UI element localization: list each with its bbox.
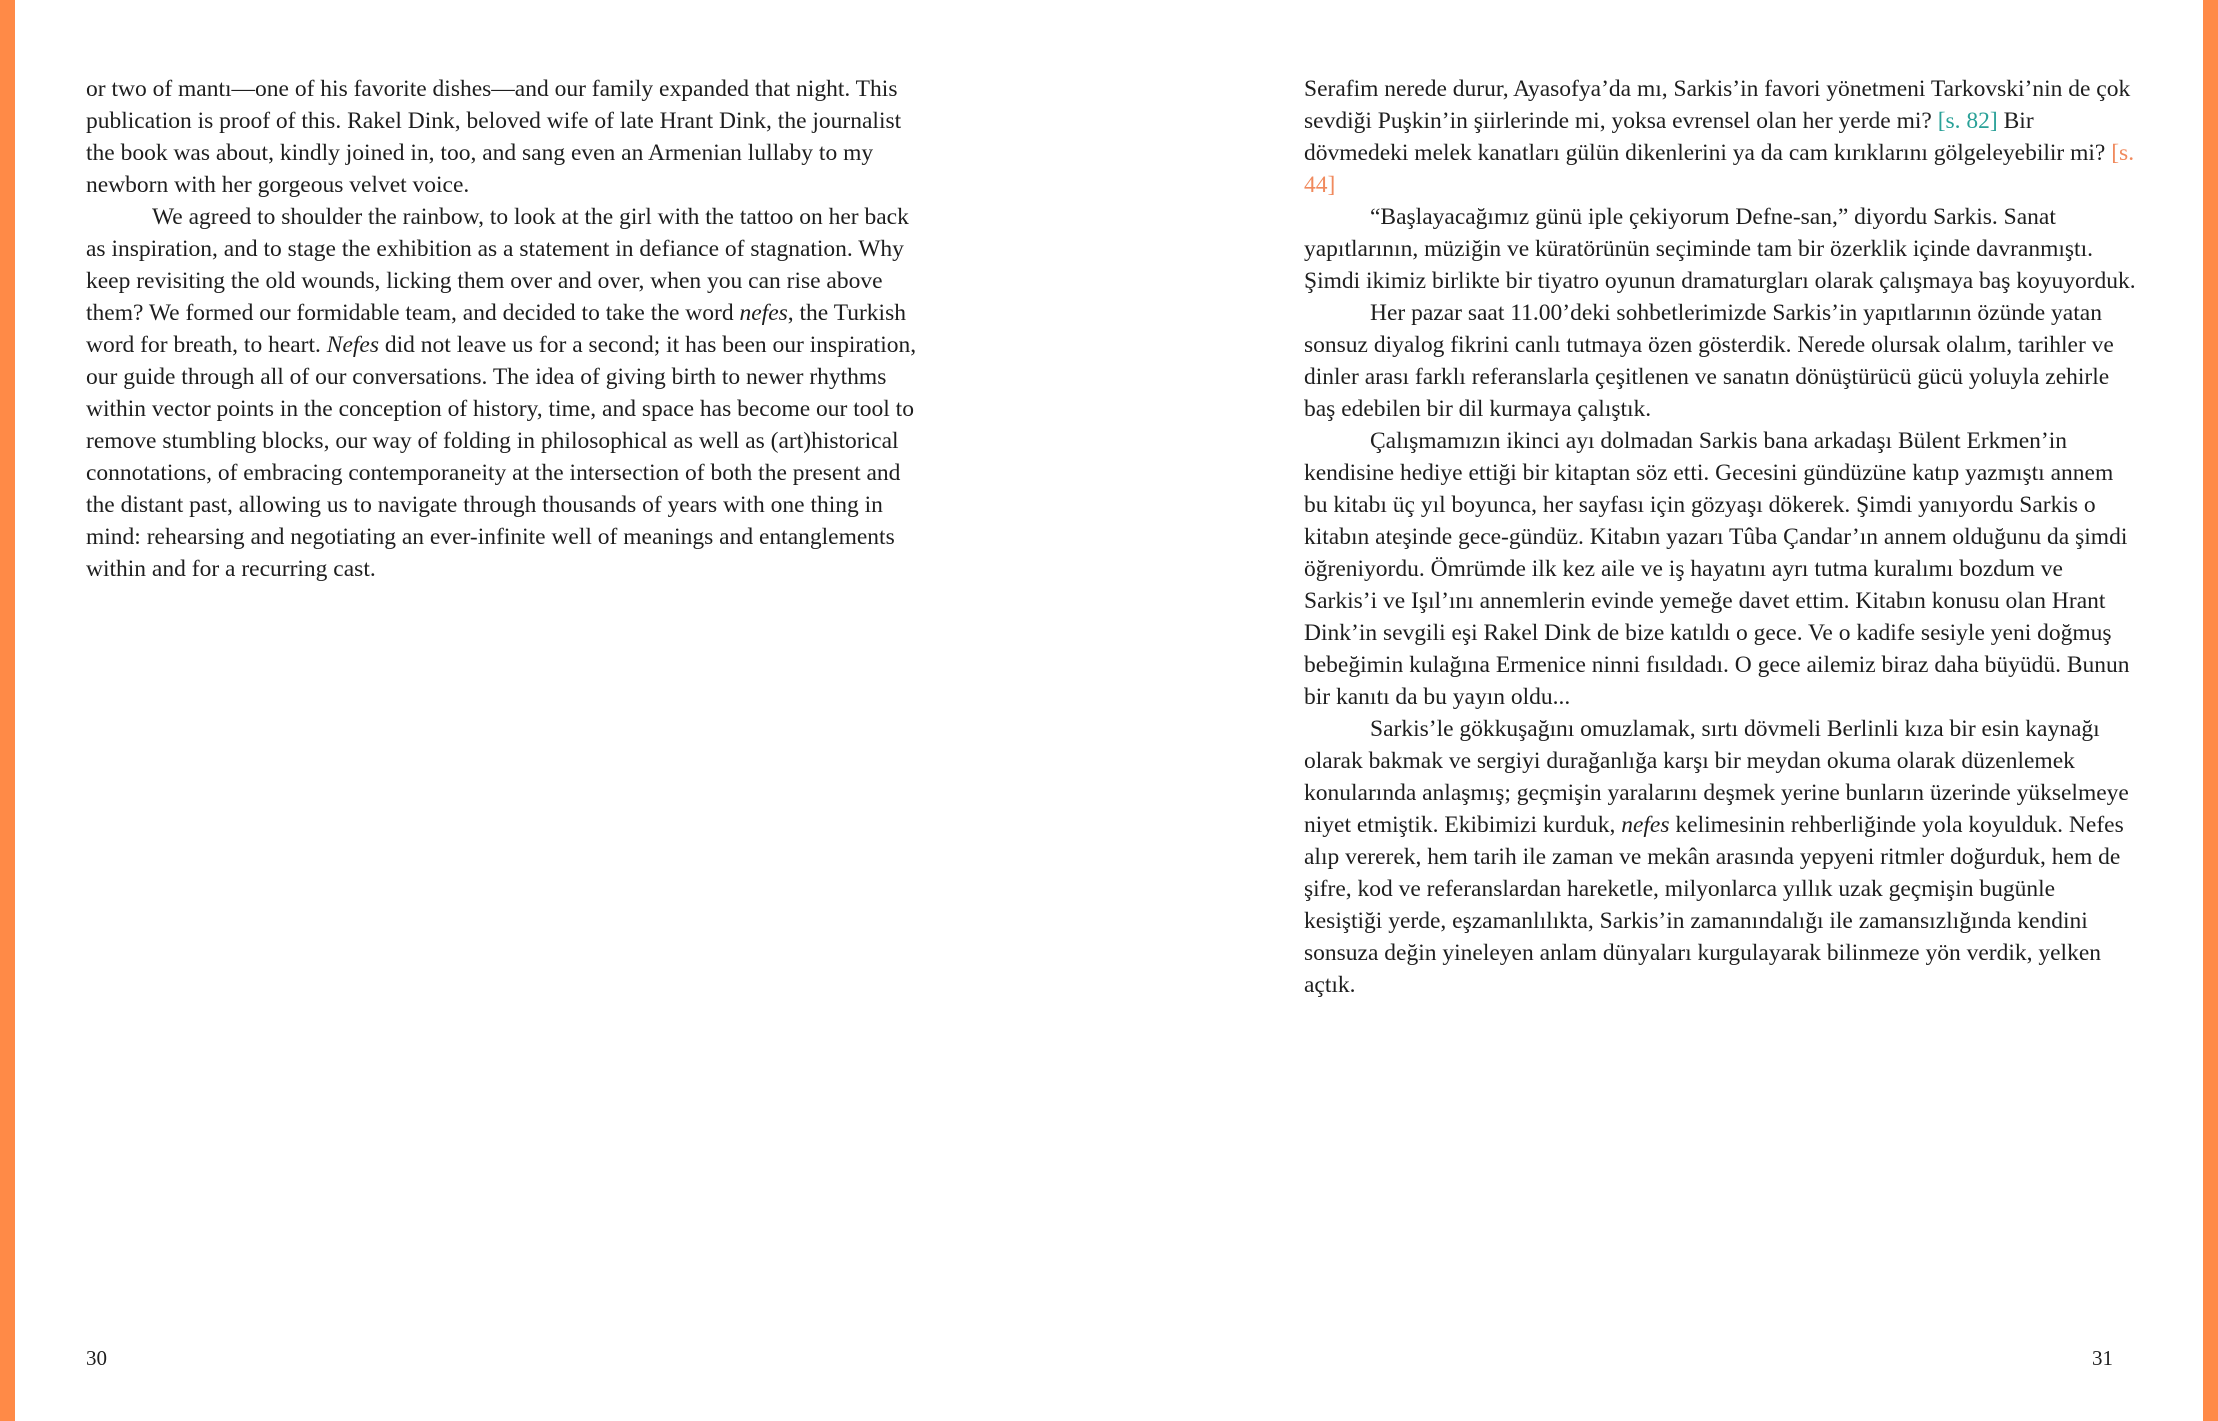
italic-term: Nefes	[326, 332, 380, 358]
paragraph: Serafim nerede durur, Ayasofya’da mı, Sarkis’in favori yönetmeni Tarkovski’nin de çok sevdiği Puşkin’in şiirlerinde mi, yoksa evrensel olan her yerde mi? [s. 82] Bir dövmedeki melek kanatları gülün dikenlerini ya da cam kırıklarını gölgeleyebilir mi? [s. 44]	[1304, 76, 2135, 198]
paragraph: “Başlayacağımız günü iple çekiyorum Defne-san,” diyordu Sarkis. Sanat yapıtlarının, müziğin ve küratörünün seçiminde tam bir özerklik içinde davranmıştı. Şimdi ikimiz birlikte bir tiyatro oyunun dramaturgları olarak çalışmaya baş koyuyorduk.	[1304, 204, 2136, 294]
right-page	[1109, 0, 2203, 1421]
italic-term: nefes	[1621, 812, 1670, 838]
turkish-text-column	[1304, 73, 2139, 1001]
page-reference-link[interactable]: [s. 44]	[1304, 140, 2135, 198]
page-number-left: 30	[86, 1346, 107, 1370]
paragraph: Çalışmamızın ikinci ayı dolmadan Sarkis bana arkadaşı Bülent Erkmen’in kendisine hediye ettiği bir kitaptan söz etti. Gecesini gündüzüne katıp yazmıştı annem bu kitabı üç yıl boyunca, her sayfası için gözyaşı dökerek. Şimdi yanıyordu Sarkis o kitabın ateşinde gece-gündüz. Kitabın yazarı Tûba Çandar’ın annem olduğunu da şimdi öğreniyordu. Ömrümde ilk kez aile ve iş hayatını ayrı tutma kuralımı bozdum ve Sarkis’i ve Işıl’ını annemlerin evinde yemeğe davet ettim. Kitabın konusu olan Hrant Dink’in sevgili eşi Rakel Dink de bize katıldı o gece. Ve o kadife sesiyle yeni doğmuş bebeğimin kulağına Ermenice ninni fısıldadı. O gece ailemiz biraz daha büyüdü. Bunun bir kanıtı da bu yayın oldu...	[1304, 428, 2130, 710]
left-page	[15, 0, 1109, 1421]
italic-term: nefes	[739, 300, 788, 326]
paragraph: Sarkis’le gökkuşağını omuzlamak, sırtı dövmeli Berlinli kıza bir esin kaynağı olarak bakmak ve sergiyi durağanlığa karşı bir meydan okuma olarak düzenlemek konularında anlaşmış; geçmişin yaralarını deşmek yerine bunların üzerinde yükselmeye niyet etmiştik. Ekibimizi kurduk, nefes kelimesinin rehberliğinde yola koyulduk. Nefes alıp vererek, hem tarih ile zaman ve mekân arasında yepyeni ritmler doğurduk, hem de şifre, kod ve referanslardan hareketle, milyonlarca yıllık uzak geçmişin bugünle kesiştiği yerde, eşzamanlılıkta, Sarkis’in zamanındalığı ile zamansızlığında kendini sonsuza değin yineleyen anlam dünyaları kurgulayarak bilinmeze yön verdik, yelken açtık.	[1304, 716, 2129, 998]
page-reference-link[interactable]: [s. 82]	[1937, 108, 1998, 134]
page-number-right: 31	[2092, 1346, 2113, 1370]
paragraph: or two of mantı—one of his favorite dishes—and our family expanded that night. This publication is proof of this. Rakel Dink, beloved wife of late Hrant Dink, the journalist the book was about, kindly joined in, too, and sang even an Armenian lullaby to my newborn with her gorgeous velvet voice.	[86, 76, 902, 198]
paragraph: Her pazar saat 11.00’deki sohbetlerimizde Sarkis’in yapıtlarının özünde yatan sonsuz diyalog fikrini canlı tutmaya özen gösterdik. Nerede olursak olalım, tarihler ve dinler arası farklı referanslarla çeşitlenen ve sanatın dönüştürücü gücü yoluyla zehirle baş edebilen bir dil kurmaya çalıştık.	[1304, 300, 2114, 422]
english-text-column	[86, 73, 921, 585]
paragraph: We agreed to shoulder the rainbow, to look at the girl with the tattoo on her back as inspiration, and to stage the exhibition as a statement in defiance of stagnation. Why keep revisiting the old wounds, licking them over and over, when you can rise above them? We formed our formidable team, and decided to take the word nefes, the Turkish word for breath, to heart. Nefes did not leave us for a second; it has been our inspiration, our guide through all of our conversations. The idea of giving birth to newer rhythms within vector points in the conception of history, time, and space has become our tool to remove stumbling blocks, our way of folding in philosophical as well as (art)historical connotations, of embracing contemporaneity at the intersection of both the present and the distant past, allowing us to navigate through thousands of years with one thing in mind: rehearsing and negotiating an ever-infinite well of meanings and entanglements within and for a recurring cast.	[86, 204, 917, 582]
